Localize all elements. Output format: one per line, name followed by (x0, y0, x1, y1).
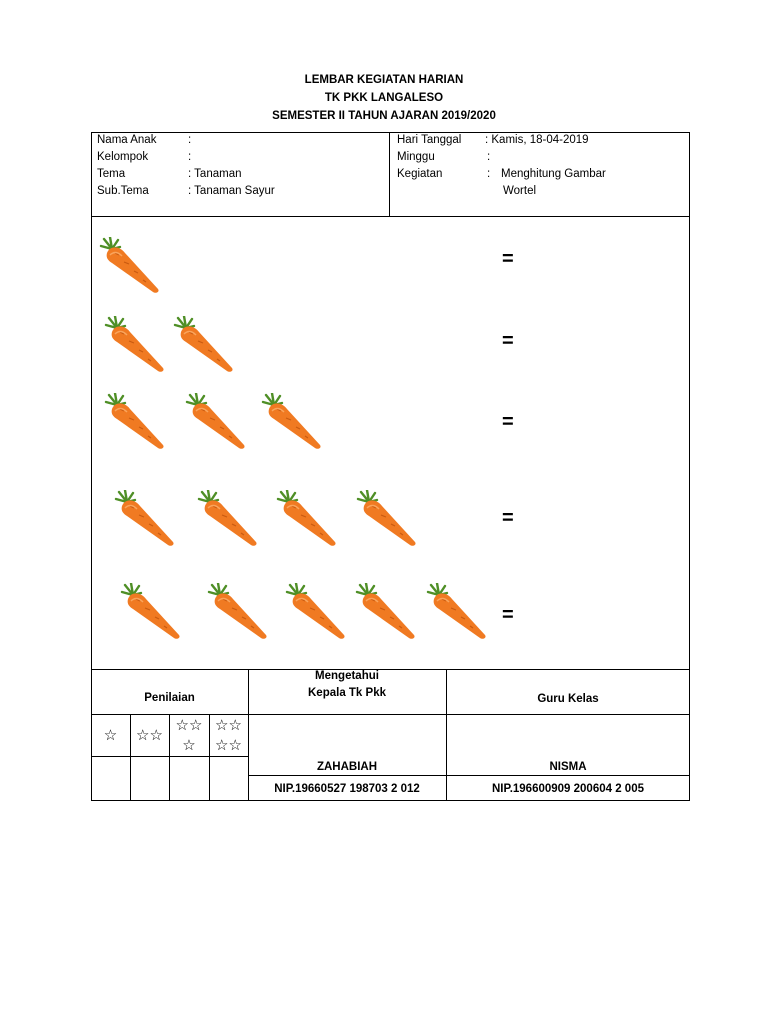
rating-three-star-top-icon: ☆☆ (175, 716, 203, 734)
footer-divider-2 (446, 669, 447, 801)
kegiatan-value-2: Wortel (503, 185, 537, 197)
carrot-image-row-5-3 (284, 583, 352, 643)
tema-value: : Tanaman (188, 168, 242, 180)
kegiatan-value-1: Menghitung Gambar (501, 168, 606, 180)
carrot-image-row-4-4 (355, 490, 423, 550)
rating-four-star-bottom-icon: ☆☆ (215, 736, 242, 754)
footer-name-border (248, 775, 690, 776)
rating-one-star-icon: ☆ (103, 726, 118, 744)
carrot-image-row-2-1 (103, 316, 171, 376)
title-line-3: SEMESTER II TAHUN AJARAN 2019/2020 (272, 110, 496, 122)
kepala-nip: NIP.19660527 198703 2 012 (274, 783, 420, 795)
carrot-image-row-5-4 (354, 583, 422, 643)
minggu-sep: : (487, 151, 491, 163)
title-line-1: LEMBAR KEGIATAN HARIAN (304, 74, 464, 86)
nama-anak-label: Nama Anak (97, 134, 157, 146)
carrot-image-row-3-2 (184, 393, 252, 453)
subtema-value: : Tanaman Sayur (188, 185, 275, 197)
carrot-image-row-5-2 (206, 583, 274, 643)
equals-sign-row-4: = (502, 507, 514, 529)
equals-sign-row-5: = (502, 604, 514, 626)
rating-four-star-top-icon: ☆☆ (215, 716, 242, 734)
kepala-name: ZAHABIAH (316, 761, 378, 773)
minggu-label: Minggu (397, 151, 435, 163)
rating-two-star-icon: ☆☆ (136, 726, 163, 744)
kelompok-label: Kelompok (97, 151, 149, 163)
info-divider (389, 132, 390, 217)
guru-kelas-heading: Guru Kelas (537, 693, 599, 705)
tema-label: Tema (97, 168, 126, 180)
equals-sign-row-2: = (502, 330, 514, 352)
carrot-image-row-3-3 (260, 393, 328, 453)
carrot-image-row-4-2 (196, 490, 264, 550)
equals-sign-row-3: = (502, 411, 514, 433)
carrot-image-row-4-1 (113, 490, 181, 550)
guru-nip: NIP.196600909 200604 2 005 (492, 783, 644, 795)
equals-sign-row-1: = (502, 248, 514, 270)
rating-three-star-bottom-icon: ☆ (182, 736, 196, 754)
mengetahui-heading: Mengetahui (315, 670, 379, 682)
kepala-heading: Kepala Tk Pkk (308, 687, 386, 699)
footer-mid-border (91, 714, 690, 715)
carrot-image-row-3-1 (103, 393, 171, 453)
subtema-label: Sub.Tema (97, 185, 149, 197)
info-bottom-border (91, 216, 690, 217)
hari-tanggal-label: Hari Tanggal (397, 134, 462, 146)
kegiatan-label: Kegiatan (397, 168, 443, 180)
title-line-2: TK PKK LANGALESO (324, 92, 444, 104)
hari-tanggal-value: : Kamis, 18-04-2019 (485, 134, 589, 146)
kegiatan-sep: : (487, 168, 491, 180)
carrot-image-row-4-3 (275, 490, 343, 550)
guru-name: NISMA (549, 761, 587, 773)
kelompok-sep: : (188, 151, 192, 163)
penilaian-heading: Penilaian (144, 692, 195, 704)
carrot-image-row-5-5 (425, 583, 493, 643)
nama-anak-sep: : (188, 134, 192, 146)
carrot-image-row-5-1 (119, 583, 187, 643)
carrot-image-row-2-2 (172, 316, 240, 376)
carrot-image-row-1-1 (98, 237, 166, 297)
